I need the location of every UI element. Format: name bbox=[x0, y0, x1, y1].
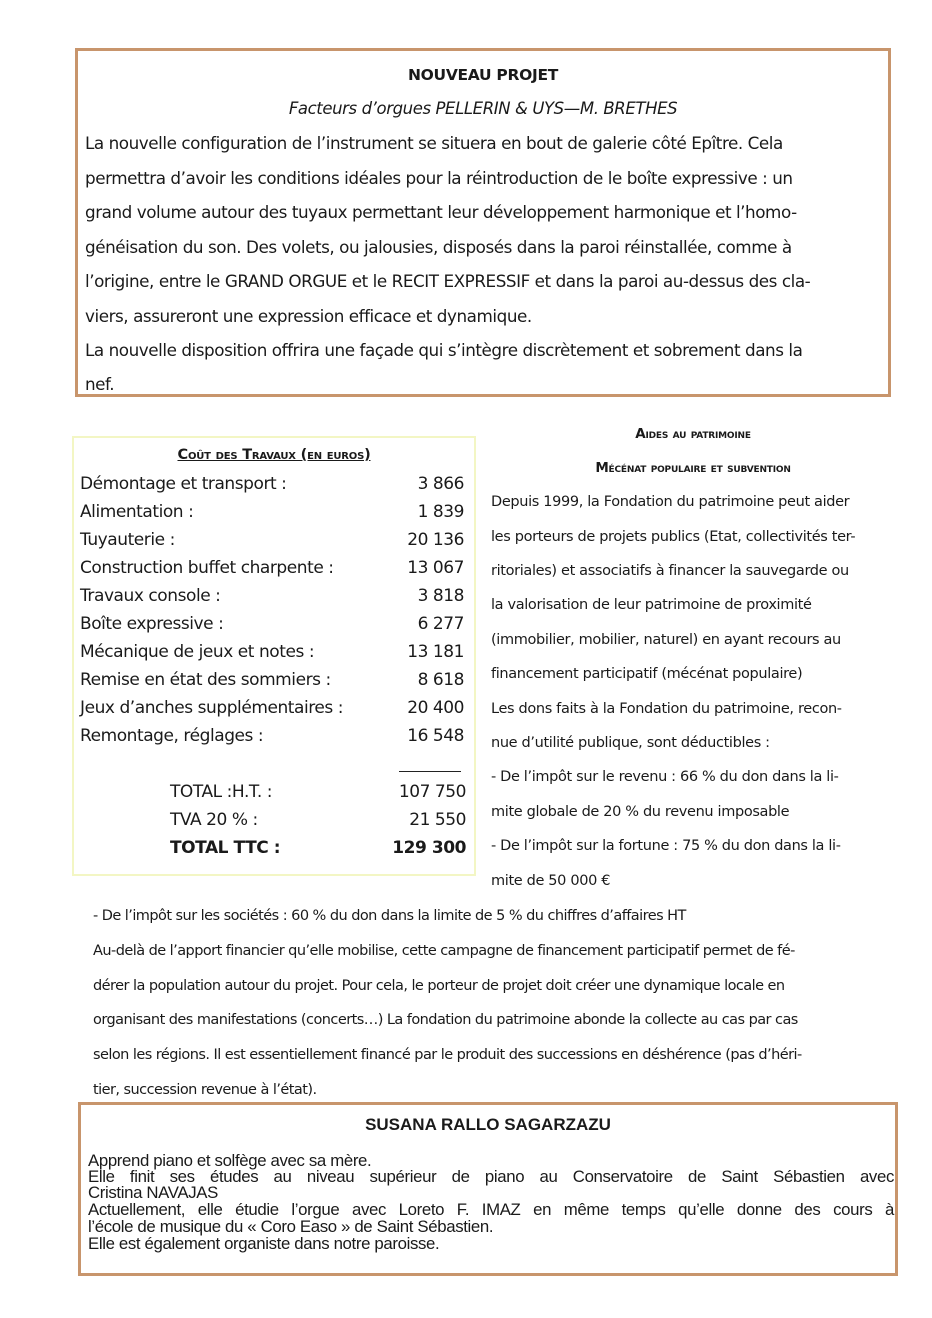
suite-line: tier, succession revenue à l’état). bbox=[93, 1082, 317, 1098]
tva-row bbox=[170, 810, 466, 836]
nouveau-projet-line: permettra d’avoir les conditions idéales pour la réintroduction de le boîte expressive : un bbox=[85, 168, 793, 188]
cost-label: Mécanique de jeux et notes : bbox=[80, 642, 315, 662]
cost-label: Construction buffet charpente : bbox=[80, 558, 334, 578]
cout-travaux-box bbox=[72, 436, 476, 876]
biographie-title: SUSANA RALLO SAGARZAZU bbox=[365, 1115, 611, 1134]
nouveau-projet-line: nef. bbox=[85, 374, 115, 394]
cost-label: Démontage et transport : bbox=[80, 474, 287, 494]
cost-value: 3 818 bbox=[417, 586, 464, 606]
cost-row bbox=[80, 642, 464, 668]
nouveau-projet-line: La nouvelle configuration de l’instrument se situera en bout de galerie côté Epître. Cela bbox=[85, 133, 783, 153]
aides-line: mite globale de 20 % du revenu imposable bbox=[491, 804, 790, 820]
bio-line: Apprend piano et solfège avec sa mère. bbox=[88, 1151, 372, 1170]
aides-line: (immobilier, mobilier, naturel) en ayant recours au bbox=[491, 632, 841, 648]
aides-line: la valorisation de leur patrimoine de proximité bbox=[491, 597, 812, 613]
total-value: 107 750 bbox=[398, 782, 466, 802]
nouveau-projet-title: NOUVEAU PROJET bbox=[407, 66, 559, 84]
cost-value: 6 277 bbox=[417, 614, 464, 634]
cost-row bbox=[80, 474, 464, 500]
nouveau-projet-line: généisation du son. Des volets, ou jalousies, disposés dans la paroi réinstallée, comme à bbox=[85, 237, 792, 257]
aides-line: financement participatif (mécénat populaire) bbox=[491, 666, 803, 682]
cost-value: 13 067 bbox=[407, 558, 464, 578]
suite-line: dérer la population autour du projet. Pour cela, le porteur de projet doit créer une dynamique locale en bbox=[93, 978, 785, 994]
cost-row bbox=[80, 558, 464, 584]
total-ht-row bbox=[170, 782, 466, 808]
total-value: 129 300 bbox=[392, 838, 466, 858]
cost-value: 8 618 bbox=[417, 670, 464, 690]
biographie-box bbox=[78, 1102, 898, 1276]
aides-line: mite de 50 000 € bbox=[491, 873, 611, 889]
aides-line: Les dons faits à la Fondation du patrimoine, recon- bbox=[491, 701, 842, 717]
nouveau-projet-subtitle: Facteurs d’orgues PELLERIN & UYS—M. BRETHES bbox=[288, 99, 678, 118]
cost-value: 16 548 bbox=[407, 726, 464, 746]
suite-line: - De l’impôt sur les sociétés : 60 % du don dans la limite de 5 % du chiffres d’affaires HT bbox=[93, 908, 686, 924]
cost-row bbox=[80, 614, 464, 640]
cost-value: 1 839 bbox=[417, 502, 464, 522]
bio-line: Actuellement, elle étudie l’orgue avec Loreto F. IMAZ en même temps qu’elle donne des cours à bbox=[88, 1200, 894, 1219]
bio-line: Elle finit ses études au niveau supérieur de piano au Conservatoire de Saint Sébastien avec bbox=[88, 1167, 894, 1186]
nouveau-projet-line: grand volume autour des tuyaux permettant leur développement harmonique et l’homo- bbox=[85, 202, 797, 222]
cost-row bbox=[80, 586, 464, 612]
nouveau-projet-box bbox=[75, 48, 891, 397]
nouveau-projet-line: viers, assureront une expression efficace et dynamique. bbox=[85, 306, 532, 326]
cost-row bbox=[80, 502, 464, 528]
aides-line: - De l’impôt sur la fortune : 75 % du don dans la li- bbox=[491, 838, 841, 854]
bio-line: Elle est également organiste dans notre paroisse. bbox=[88, 1234, 440, 1253]
aides-line: - De l’impôt sur le revenu : 66 % du don dans la li- bbox=[491, 769, 839, 785]
nouveau-projet-line: l’origine, entre le GRAND ORGUE et le RECIT EXPRESSIF et dans la paroi au-dessus des cla- bbox=[85, 271, 811, 291]
bio-line: Cristina NAVAJAS bbox=[88, 1183, 218, 1202]
aides-heading: Aides au patrimoine bbox=[635, 426, 751, 442]
cost-label: Alimentation : bbox=[80, 502, 194, 522]
cost-label: Tuyauterie : bbox=[80, 530, 175, 550]
suite-line: Au-delà de l’apport financier qu’elle mobilise, cette campagne de financement participatif permet de fé- bbox=[93, 943, 795, 959]
total-ttc-row bbox=[170, 838, 466, 864]
cost-row bbox=[80, 530, 464, 556]
bio-line: l’école de musique du « Coro Easo » de Saint Sébastien. bbox=[88, 1217, 494, 1236]
cost-row bbox=[80, 670, 464, 696]
cout-travaux-title: Coût des Travaux (en euros) bbox=[177, 447, 371, 463]
cost-label: Remise en état des sommiers : bbox=[80, 670, 331, 690]
aides-line: nue d’utilité publique, sont déductibles : bbox=[491, 735, 770, 751]
mecenat-heading: Mécénat populaire et subvention bbox=[595, 460, 791, 476]
nouveau-projet-line: La nouvelle disposition offrira une façade qui s’intègre discrètement et sobrement dans la bbox=[85, 340, 803, 360]
cost-value: 20 136 bbox=[407, 530, 464, 550]
total-label: TVA 20 % : bbox=[170, 810, 258, 830]
total-label: TOTAL :H.T. : bbox=[170, 782, 273, 802]
aides-line: ritoriales) et associatifs à financer la sauvegarde ou bbox=[491, 563, 849, 579]
total-value: 21 550 bbox=[409, 810, 466, 830]
cost-row bbox=[80, 698, 464, 724]
cost-value: 20 400 bbox=[407, 698, 464, 718]
cost-label: Travaux console : bbox=[80, 586, 221, 606]
cost-value: 13 181 bbox=[407, 642, 464, 662]
cost-label: Jeux d’anches supplémentaires : bbox=[80, 698, 344, 718]
total-separator-line bbox=[399, 771, 461, 772]
cost-row bbox=[80, 726, 464, 752]
aides-line: Depuis 1999, la Fondation du patrimoine peut aider bbox=[491, 494, 850, 510]
total-label: TOTAL TTC : bbox=[170, 838, 281, 858]
cost-label: Boîte expressive : bbox=[80, 614, 224, 634]
cost-value: 3 866 bbox=[417, 474, 464, 494]
aides-line: les porteurs de projets publics (Etat, collectivités ter- bbox=[491, 529, 856, 545]
cost-label: Remontage, réglages : bbox=[80, 726, 264, 746]
suite-line: organisant des manifestations (concerts…) La fondation du patrimoine abonde la collecte au cas par cas bbox=[93, 1012, 798, 1028]
suite-line: selon les régions. Il est essentiellement financé par le produit des successions en déshérence (pas d’héri- bbox=[93, 1047, 802, 1063]
